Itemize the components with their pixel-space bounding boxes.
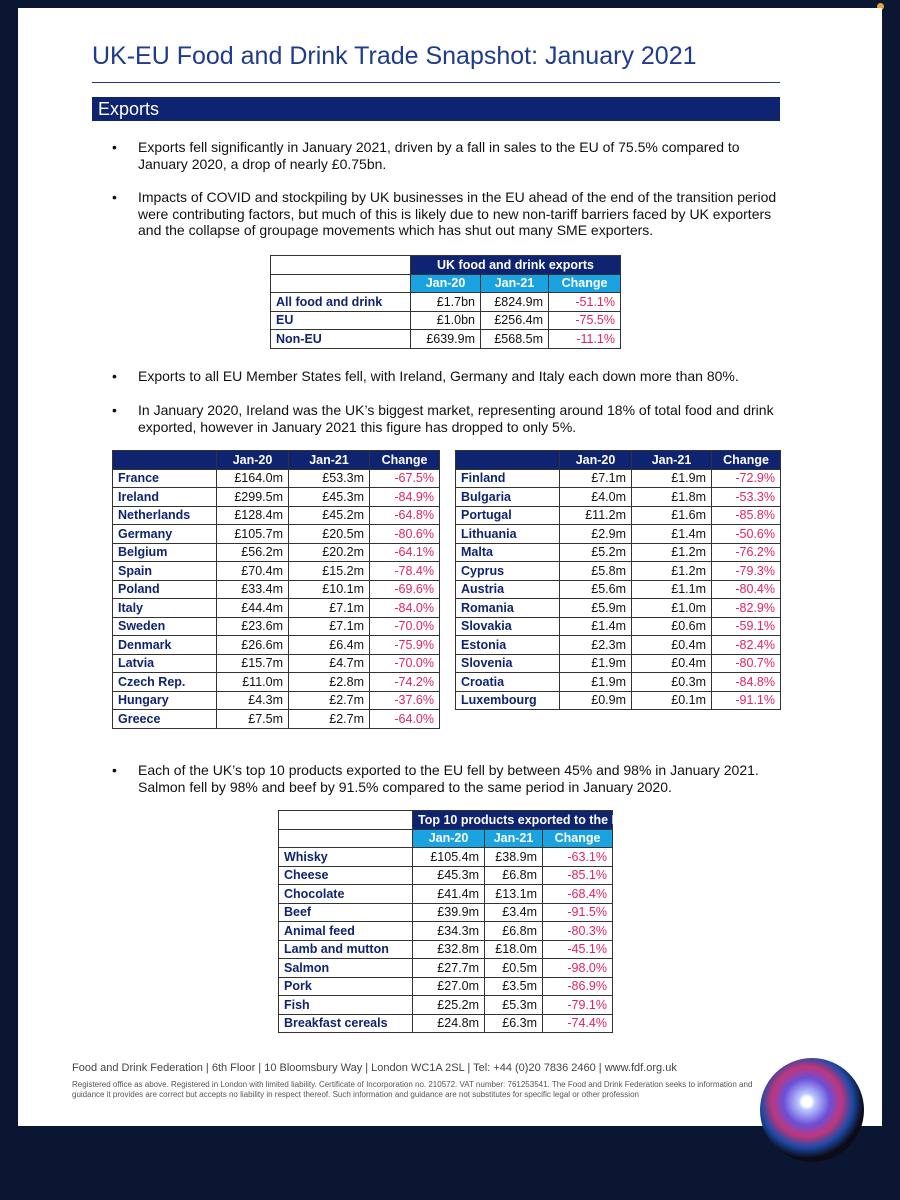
value-jan21: £0.5m	[485, 959, 543, 978]
footer-legal: Registered office as above. Registered in London with limited liability. Certificate of Incorporation no. 210572. VAT number: 761253541. The Food and Drink Federation seeks to information and guidance it provides are correct but accepts no liability in respect thereof. Such information and guidance are not substitutes for specific legal or other profession	[72, 1080, 753, 1099]
value-jan21: £1.2m	[632, 562, 712, 581]
value-change: -50.6%	[712, 525, 781, 544]
value-change: -82.4%	[712, 636, 781, 655]
value-jan21: £45.2m	[289, 506, 370, 525]
row-label: Breakfast cereals	[279, 1014, 413, 1033]
row-label: Italy	[113, 599, 217, 618]
value-jan20: £2.9m	[560, 525, 632, 544]
bullet-text: Impacts of COVID and stockpiling by UK businesses in the EU ahead of the end of the transition period were contributing factors, but much of this is likely due to new non-tariff barriers faced by UK exporters and the collapse of groupage movements which has shut out many SME exporters.	[138, 189, 777, 238]
value-change: -84.0%	[370, 599, 440, 618]
row-label: Beef	[279, 903, 413, 922]
value-jan20: £23.6m	[217, 617, 289, 636]
value-jan21: £5.3m	[485, 996, 543, 1015]
value-jan20: £5.8m	[560, 562, 632, 581]
value-jan20: £1.0bn	[411, 311, 481, 330]
value-jan20: £1.9m	[560, 673, 632, 692]
table-row	[279, 1014, 613, 1033]
value-jan20: £128.4m	[217, 506, 289, 525]
value-change: -76.2%	[712, 543, 781, 562]
table-row	[456, 580, 781, 599]
value-jan21: £13.1m	[485, 885, 543, 904]
value-change: -91.5%	[543, 903, 613, 922]
value-jan21: £2.8m	[289, 673, 370, 692]
value-jan20: £299.5m	[217, 488, 289, 507]
table-row	[271, 330, 621, 349]
table-header-blank	[113, 451, 217, 470]
value-change: -37.6%	[370, 691, 440, 710]
value-jan20: £45.3m	[413, 866, 485, 885]
value-jan20: £7.1m	[560, 469, 632, 488]
value-jan21: £6.4m	[289, 636, 370, 655]
value-jan20: £5.2m	[560, 543, 632, 562]
row-label: Netherlands	[113, 506, 217, 525]
table-row	[456, 469, 781, 488]
table-row	[456, 599, 781, 618]
value-change: -70.0%	[370, 617, 440, 636]
table-row	[456, 654, 781, 673]
row-label: Whisky	[279, 848, 413, 867]
table-row	[113, 617, 440, 636]
table-row	[113, 580, 440, 599]
table-header-row	[279, 829, 613, 848]
value-change: -75.5%	[549, 311, 621, 330]
row-label: Salmon	[279, 959, 413, 978]
value-jan20: £4.0m	[560, 488, 632, 507]
value-jan20: £1.4m	[560, 617, 632, 636]
row-label: Czech Rep.	[113, 673, 217, 692]
value-jan21: £7.1m	[289, 617, 370, 636]
table-row	[113, 562, 440, 581]
value-jan21: £7.1m	[289, 599, 370, 618]
bullet-point	[112, 368, 782, 385]
table-row	[456, 691, 781, 710]
value-jan20: £11.2m	[560, 506, 632, 525]
row-label: Poland	[113, 580, 217, 599]
value-change: -79.3%	[712, 562, 781, 581]
value-jan21: £1.9m	[632, 469, 712, 488]
value-jan20: £15.7m	[217, 654, 289, 673]
table-title: Top 10 products exported to the EU	[413, 811, 613, 830]
bullet-point	[112, 189, 782, 239]
value-jan21: £0.1m	[632, 691, 712, 710]
value-change: -85.1%	[543, 866, 613, 885]
value-jan21: £6.8m	[485, 866, 543, 885]
row-label: Fish	[279, 996, 413, 1015]
eu-countries-table-left	[112, 450, 440, 729]
table-row	[456, 636, 781, 655]
value-jan20: £105.7m	[217, 525, 289, 544]
row-label: Germany	[113, 525, 217, 544]
table-row	[279, 866, 613, 885]
table-title-row	[279, 811, 613, 830]
bullet-point	[112, 139, 782, 172]
column-header: Jan-21	[485, 829, 543, 848]
value-change: -59.1%	[712, 617, 781, 636]
section-header-exports: Exports	[92, 97, 780, 121]
value-jan21: £6.8m	[485, 922, 543, 941]
value-jan21: £1.1m	[632, 580, 712, 599]
row-label: Hungary	[113, 691, 217, 710]
value-jan21: £0.3m	[632, 673, 712, 692]
table-row	[279, 922, 613, 941]
table-row	[271, 311, 621, 330]
row-label: Slovenia	[456, 654, 560, 673]
table-blank-cell	[271, 256, 411, 275]
value-jan20: £11.0m	[217, 673, 289, 692]
table-row	[279, 959, 613, 978]
value-change: -80.7%	[712, 654, 781, 673]
row-label: EU	[271, 311, 411, 330]
value-change: -75.9%	[370, 636, 440, 655]
value-change: -69.6%	[370, 580, 440, 599]
value-change: -91.1%	[712, 691, 781, 710]
table-row	[113, 525, 440, 544]
row-label: Denmark	[113, 636, 217, 655]
value-change: -98.0%	[543, 959, 613, 978]
table-header-blank	[456, 451, 560, 470]
value-jan20: £24.8m	[413, 1014, 485, 1033]
table-title: UK food and drink exports	[411, 256, 621, 275]
row-label: Romania	[456, 599, 560, 618]
footer-address: Food and Drink Federation | 6th Floor | 10 Bloomsbury Way | London WC1A 2SL | Tel: +44 (0)20 7836 2460 | www.fdf.org.uk	[72, 1062, 677, 1074]
value-jan20: £25.2m	[413, 996, 485, 1015]
value-jan21: £824.9m	[481, 293, 549, 312]
value-jan20: £7.5m	[217, 710, 289, 729]
row-label: Greece	[113, 710, 217, 729]
value-change: -86.9%	[543, 977, 613, 996]
value-change: -82.9%	[712, 599, 781, 618]
bullet-point	[112, 762, 782, 795]
bullet-icon: •	[112, 762, 117, 778]
row-label: Sweden	[113, 617, 217, 636]
value-jan21: £0.6m	[632, 617, 712, 636]
table-header-row	[271, 274, 621, 293]
value-jan21: £256.4m	[481, 311, 549, 330]
value-jan20: £39.9m	[413, 903, 485, 922]
products-table	[278, 810, 629, 1033]
table-row	[113, 691, 440, 710]
row-label: Austria	[456, 580, 560, 599]
row-label: France	[113, 469, 217, 488]
value-jan20: £56.2m	[217, 543, 289, 562]
table-header-row	[113, 451, 440, 470]
row-label: Finland	[456, 469, 560, 488]
row-label: Pork	[279, 977, 413, 996]
value-change: -79.1%	[543, 996, 613, 1015]
value-jan20: £105.4m	[413, 848, 485, 867]
row-label: Lamb and mutton	[279, 940, 413, 959]
row-label: Animal feed	[279, 922, 413, 941]
value-change: -80.3%	[543, 922, 613, 941]
table-header-row	[456, 451, 781, 470]
value-jan21: £568.5m	[481, 330, 549, 349]
value-jan21: £10.1m	[289, 580, 370, 599]
table-row	[279, 848, 613, 867]
table-row	[279, 977, 613, 996]
table-blank-cell	[279, 811, 413, 830]
value-jan20: £639.9m	[411, 330, 481, 349]
value-jan20: £4.3m	[217, 691, 289, 710]
value-change: -64.8%	[370, 506, 440, 525]
value-jan21: £38.9m	[485, 848, 543, 867]
value-jan20: £2.3m	[560, 636, 632, 655]
value-jan20: £27.0m	[413, 977, 485, 996]
row-label: Estonia	[456, 636, 560, 655]
value-jan21: £1.2m	[632, 543, 712, 562]
value-change: -85.8%	[712, 506, 781, 525]
value-jan21: £1.4m	[632, 525, 712, 544]
value-change: -64.0%	[370, 710, 440, 729]
row-label: Chocolate	[279, 885, 413, 904]
value-jan20: £34.3m	[413, 922, 485, 941]
value-jan21: £1.0m	[632, 599, 712, 618]
value-jan21: £1.6m	[632, 506, 712, 525]
bullet-text: Exports fell significantly in January 2021, driven by a fall in sales to the EU of 75.5% compared to January 2020, a drop of nearly £0.75bn.	[138, 139, 740, 172]
row-label: Luxembourg	[456, 691, 560, 710]
value-jan21: £0.4m	[632, 654, 712, 673]
value-change: -70.0%	[370, 654, 440, 673]
table-row	[456, 673, 781, 692]
column-header: Jan-21	[289, 451, 370, 470]
value-jan21: £53.3m	[289, 469, 370, 488]
table-row	[113, 506, 440, 525]
value-jan21: £15.2m	[289, 562, 370, 581]
value-change: -80.4%	[712, 580, 781, 599]
value-change: -45.1%	[543, 940, 613, 959]
table-row	[279, 996, 613, 1015]
value-jan20: £32.8m	[413, 940, 485, 959]
value-jan20: £26.6m	[217, 636, 289, 655]
row-label: Croatia	[456, 673, 560, 692]
value-jan21: £20.5m	[289, 525, 370, 544]
value-change: -74.4%	[543, 1014, 613, 1033]
value-change: -80.6%	[370, 525, 440, 544]
table-row	[113, 599, 440, 618]
row-label: Latvia	[113, 654, 217, 673]
table-row	[456, 506, 781, 525]
value-change: -63.1%	[543, 848, 613, 867]
value-change: -11.1%	[549, 330, 621, 349]
value-jan20: £44.4m	[217, 599, 289, 618]
row-label: Portugal	[456, 506, 560, 525]
value-jan20: £5.9m	[560, 599, 632, 618]
value-change: -84.8%	[712, 673, 781, 692]
value-change: -68.4%	[543, 885, 613, 904]
bullet-point	[112, 402, 782, 435]
table-title-row	[271, 256, 621, 275]
value-jan21: £6.3m	[485, 1014, 543, 1033]
value-change: -78.4%	[370, 562, 440, 581]
value-jan21: £0.4m	[632, 636, 712, 655]
value-jan21: £1.8m	[632, 488, 712, 507]
table-row	[456, 525, 781, 544]
row-label: Cyprus	[456, 562, 560, 581]
value-jan20: £164.0m	[217, 469, 289, 488]
row-label: Ireland	[113, 488, 217, 507]
value-jan21: £20.2m	[289, 543, 370, 562]
table-row	[279, 903, 613, 922]
column-header: Change	[543, 829, 613, 848]
value-jan20: £27.7m	[413, 959, 485, 978]
page-title: UK-EU Food and Drink Trade Snapshot: January 2021	[92, 42, 697, 70]
value-change: -72.9%	[712, 469, 781, 488]
column-header: Change	[549, 274, 621, 293]
value-jan20: £70.4m	[217, 562, 289, 581]
row-label: Malta	[456, 543, 560, 562]
value-change: -84.9%	[370, 488, 440, 507]
table-row	[456, 562, 781, 581]
value-jan21: £3.5m	[485, 977, 543, 996]
value-jan20: £5.6m	[560, 580, 632, 599]
value-jan20: £1.9m	[560, 654, 632, 673]
value-jan21: £4.7m	[289, 654, 370, 673]
column-header: Jan-20	[217, 451, 289, 470]
row-label: Non-EU	[271, 330, 411, 349]
value-jan20: £1.7bn	[411, 293, 481, 312]
bullet-text: Exports to all EU Member States fell, with Ireland, Germany and Italy each down more than 80%.	[138, 368, 739, 384]
table-row	[456, 488, 781, 507]
bullet-icon: •	[112, 139, 117, 155]
bullet-icon: •	[112, 189, 117, 205]
value-jan21: £45.3m	[289, 488, 370, 507]
table-row	[456, 543, 781, 562]
table-row	[113, 636, 440, 655]
table-row	[113, 673, 440, 692]
column-header: Change	[370, 451, 440, 470]
table-blank-cell	[279, 829, 413, 848]
eu-countries-table-right	[455, 450, 781, 710]
column-header: Jan-20	[560, 451, 632, 470]
column-header: Jan-20	[411, 274, 481, 293]
title-divider	[92, 82, 780, 83]
bullet-icon: •	[112, 368, 117, 384]
row-label: Bulgaria	[456, 488, 560, 507]
exports-table	[270, 255, 621, 349]
row-label: Spain	[113, 562, 217, 581]
value-change: -51.1%	[549, 293, 621, 312]
table-row	[113, 710, 440, 729]
column-header: Jan-21	[481, 274, 549, 293]
bullet-text: In January 2020, Ireland was the UK’s biggest market, representing around 18% of total food and drink exported, however in January 2021 this figure has dropped to only 5%.	[138, 402, 774, 435]
row-label: Belgium	[113, 543, 217, 562]
row-label: Lithuania	[456, 525, 560, 544]
table-blank-cell	[271, 274, 411, 293]
row-label: All food and drink	[271, 293, 411, 312]
column-header: Jan-21	[632, 451, 712, 470]
value-change: -53.3%	[712, 488, 781, 507]
table-row	[113, 654, 440, 673]
value-change: -67.5%	[370, 469, 440, 488]
column-header: Change	[712, 451, 781, 470]
row-label: Cheese	[279, 866, 413, 885]
value-jan21: £2.7m	[289, 710, 370, 729]
column-header: Jan-20	[413, 829, 485, 848]
table-row	[279, 940, 613, 959]
table-row	[113, 469, 440, 488]
value-change: -64.1%	[370, 543, 440, 562]
value-jan20: £0.9m	[560, 691, 632, 710]
table-row	[113, 543, 440, 562]
value-jan21: £18.0m	[485, 940, 543, 959]
row-label: Slovakia	[456, 617, 560, 636]
value-jan20: £33.4m	[217, 580, 289, 599]
siri-orb-icon[interactable]	[760, 1058, 864, 1162]
table-row	[271, 293, 621, 312]
value-jan21: £3.4m	[485, 903, 543, 922]
value-jan21: £2.7m	[289, 691, 370, 710]
table-row	[279, 885, 613, 904]
value-jan20: £41.4m	[413, 885, 485, 904]
bullet-icon: •	[112, 402, 117, 418]
value-change: -74.2%	[370, 673, 440, 692]
table-row	[456, 617, 781, 636]
bullet-text: Each of the UK’s top 10 products exported to the EU fell by between 45% and 98% in January 2021. Salmon fell by 98% and beef by 91.5% compared to the same period in January 2020.	[138, 762, 759, 795]
table-row	[113, 488, 440, 507]
